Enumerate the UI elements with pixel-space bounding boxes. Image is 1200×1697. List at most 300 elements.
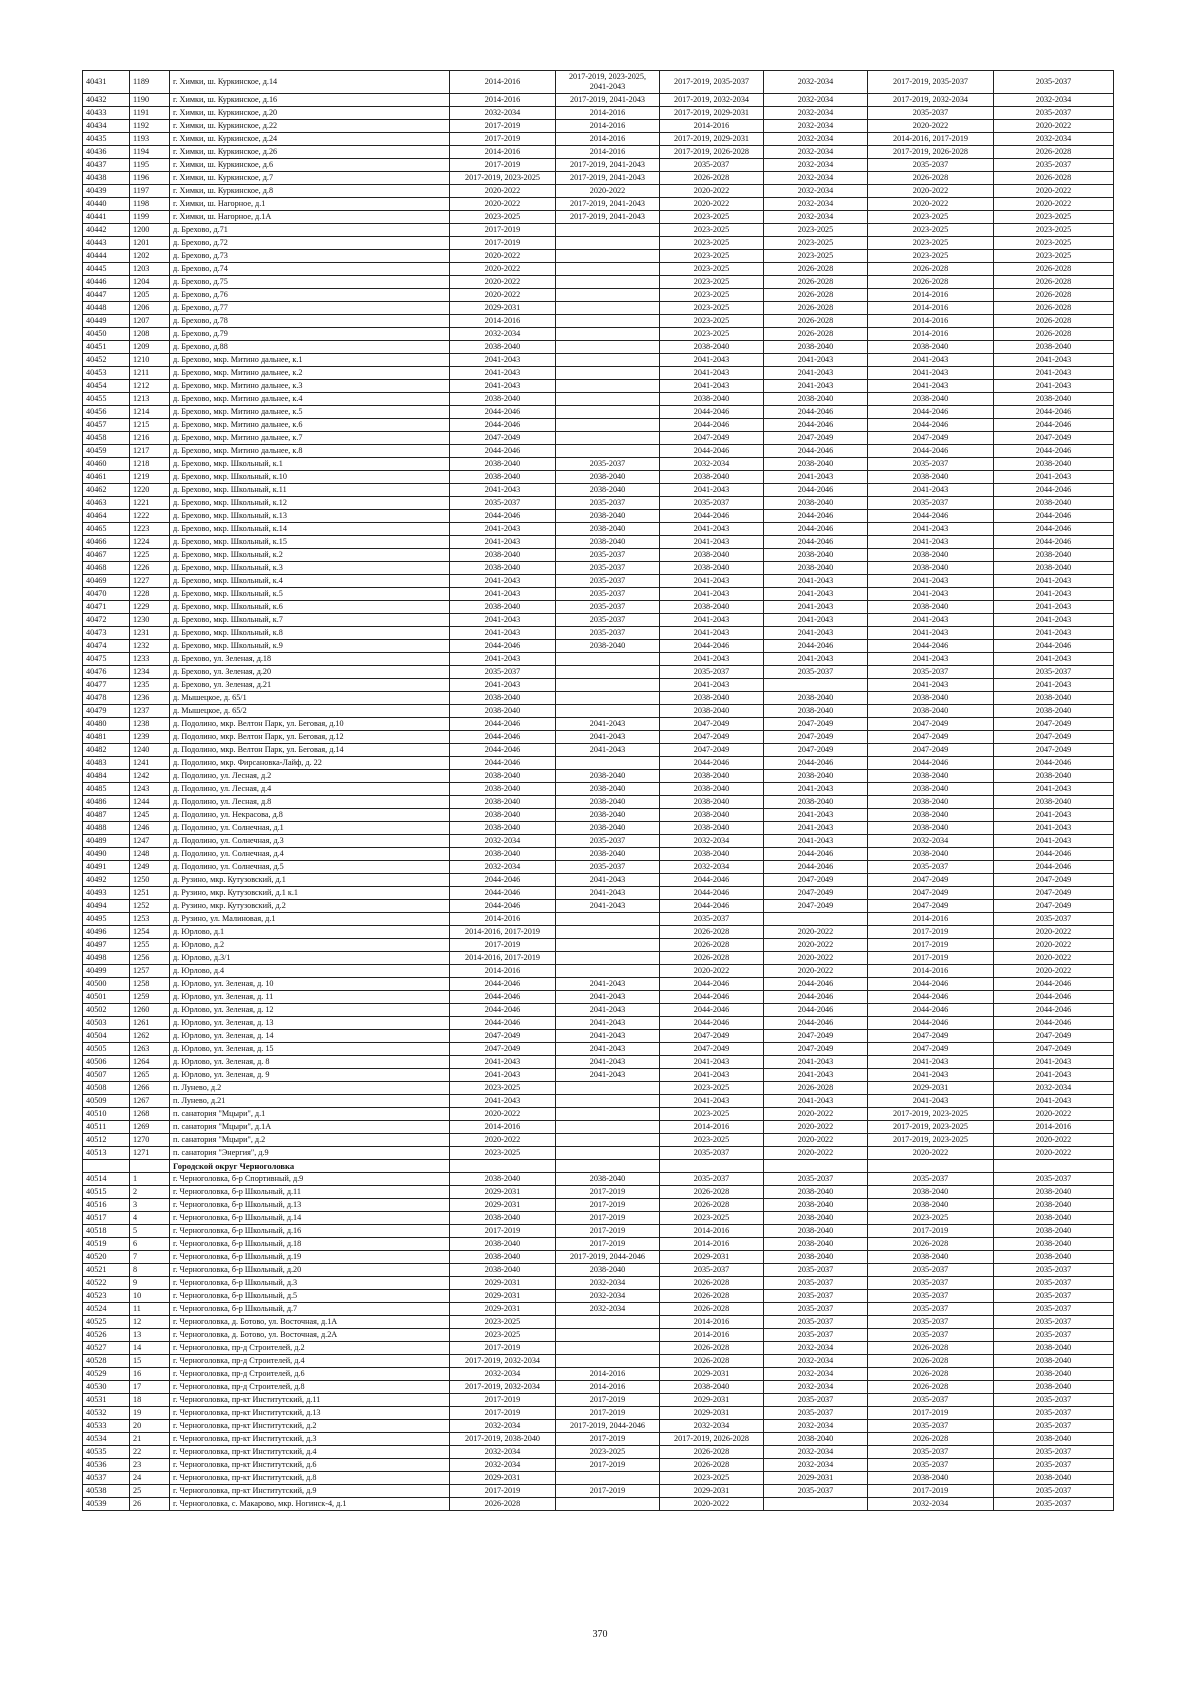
cell-record-id: 40476 [83,666,130,679]
cell-period-6: 2032-2034 [994,133,1114,146]
cell-row-number: 1190 [130,94,170,107]
page-number: 370 [592,1629,608,1640]
cell-period-1: 2038-2040 [450,848,556,861]
cell-period-5 [868,1160,994,1173]
cell-period-4: 2038-2040 [764,705,868,718]
cell-period-6: 2041-2043 [994,614,1114,627]
cell-address: д. Брехово, мкр. Митино дальнее, к.3 [170,380,450,393]
cell-record-id: 40518 [83,1225,130,1238]
cell-period-6: 2041-2043 [994,653,1114,666]
cell-address: д. Подолино, ул. Лесная, д.4 [170,783,450,796]
cell-row-number: 1222 [130,510,170,523]
cell-period-5: 2014-2016 [868,289,994,302]
cell-period-4: 2044-2046 [764,757,868,770]
cell-period-1: 2041-2043 [450,575,556,588]
cell-record-id: 40467 [83,549,130,562]
cell-period-2 [556,263,660,276]
cell-period-2 [556,237,660,250]
cell-row-number: 1270 [130,1134,170,1147]
cell-row-number: 1205 [130,289,170,302]
cell-record-id: 40506 [83,1056,130,1069]
cell-period-5: 2017-2019, 2023-2025 [868,1121,994,1134]
cell-period-6: 2041-2043 [994,588,1114,601]
cell-period-4: 2044-2046 [764,406,868,419]
cell-period-2: 2017-2019 [556,1459,660,1472]
cell-period-3: 2035-2037 [660,1147,764,1160]
cell-period-2: 2041-2043 [556,1056,660,1069]
cell-record-id: 40478 [83,692,130,705]
cell-period-2 [556,432,660,445]
table-row [83,250,1114,263]
cell-address: д. Юрлово, д.2 [170,939,450,952]
cell-period-3: 2020-2022 [660,965,764,978]
cell-period-2 [556,289,660,302]
cell-period-4: 2047-2049 [764,1043,868,1056]
table-row [83,523,1114,536]
cell-period-6: 2041-2043 [994,575,1114,588]
cell-row-number: 1246 [130,822,170,835]
cell-record-id: 40484 [83,770,130,783]
cell-row-number: 1248 [130,848,170,861]
cell-row-number: 1230 [130,614,170,627]
table-row [83,614,1114,627]
cell-period-6: 2038-2040 [994,341,1114,354]
cell-record-id: 40443 [83,237,130,250]
table-row [83,640,1114,653]
cell-row-number: 1193 [130,133,170,146]
table-row [83,627,1114,640]
cell-row-number: 1197 [130,185,170,198]
table-row [83,224,1114,237]
cell-period-1: 2017-2019, 2038-2040 [450,1433,556,1446]
cell-record-id: 40521 [83,1264,130,1277]
cell-period-5: 2026-2028 [868,1238,994,1251]
cell-period-5: 2035-2037 [868,1446,994,1459]
cell-period-2: 2014-2016 [556,1368,660,1381]
cell-period-2 [556,1355,660,1368]
cell-row-number: 1215 [130,419,170,432]
cell-record-id: 40459 [83,445,130,458]
cell-period-5: 2038-2040 [868,809,994,822]
table-row [83,445,1114,458]
cell-period-6: 2047-2049 [994,1030,1114,1043]
cell-period-2: 2038-2040 [556,848,660,861]
cell-period-3: 2041-2043 [660,653,764,666]
cell-period-6: 2038-2040 [994,692,1114,705]
cell-address: д. Брехово, д.72 [170,237,450,250]
cell-period-6: 2026-2028 [994,315,1114,328]
table-row [83,1420,1114,1433]
table-row [83,1173,1114,1186]
cell-period-5: 2038-2040 [868,549,994,562]
cell-address: д. Брехово, мкр. Школьный, к.9 [170,640,450,653]
cell-period-1: 2017-2019, 2023-2025 [450,172,556,185]
cell-period-3: 2029-2031 [660,1407,764,1420]
table-row [83,159,1114,172]
cell-period-4: 2035-2037 [764,1407,868,1420]
cell-period-4: 2032-2034 [764,172,868,185]
cell-period-5: 2041-2043 [868,354,994,367]
cell-period-5: 2017-2019 [868,939,994,952]
cell-period-1: 2029-2031 [450,1199,556,1212]
table-row [83,146,1114,159]
cell-period-5: 2044-2046 [868,445,994,458]
cell-period-2 [556,250,660,263]
table-row [83,211,1114,224]
cell-period-5: 2017-2019 [868,1407,994,1420]
cell-period-3: 2014-2016 [660,1225,764,1238]
cell-period-4: 2032-2034 [764,1446,868,1459]
cell-period-2 [556,1147,660,1160]
cell-period-5: 2035-2037 [868,1316,994,1329]
cell-period-5: 2044-2046 [868,640,994,653]
cell-period-6: 2035-2037 [994,913,1114,926]
cell-period-4: 2020-2022 [764,939,868,952]
table-row [83,1082,1114,1095]
cell-period-1: 2017-2019 [450,159,556,172]
cell-period-6: 2035-2037 [994,1420,1114,1433]
cell-period-5: 2047-2049 [868,1043,994,1056]
cell-row-number: 25 [130,1485,170,1498]
cell-record-id: 40510 [83,1108,130,1121]
cell-period-6: 2026-2028 [994,263,1114,276]
cell-period-2: 2038-2040 [556,471,660,484]
table-row [83,419,1114,432]
cell-address: г. Химки, ш. Нагорное, д.1А [170,211,450,224]
cell-period-1: 2044-2046 [450,406,556,419]
table-row [83,653,1114,666]
cell-period-4: 2032-2034 [764,1342,868,1355]
cell-period-2: 2014-2016 [556,1381,660,1394]
cell-period-6: 2026-2028 [994,146,1114,159]
cell-address: д. Брехово, мкр. Школьный, к.5 [170,588,450,601]
cell-period-5: 2038-2040 [868,796,994,809]
cell-period-4: 2041-2043 [764,822,868,835]
cell-period-6: 2035-2037 [994,1459,1114,1472]
cell-period-1: 2044-2046 [450,744,556,757]
cell-period-5: 2047-2049 [868,887,994,900]
cell-row-number: 1260 [130,1004,170,1017]
cell-period-5: 2047-2049 [868,718,994,731]
cell-row-number: 1195 [130,159,170,172]
cell-row-number: 1225 [130,549,170,562]
cell-period-6: 2020-2022 [994,1134,1114,1147]
cell-period-2: 2038-2040 [556,484,660,497]
cell-period-2 [556,666,660,679]
cell-period-4 [764,913,868,926]
table-row [83,185,1114,198]
cell-address: д. Брехово, мкр. Школьный, к.12 [170,497,450,510]
cell-period-6: 2038-2040 [994,1381,1114,1394]
cell-address: п. санатория "Мцыри", д.1 [170,1108,450,1121]
cell-period-3: 2017-2019, 2026-2028 [660,146,764,159]
cell-period-4: 2032-2034 [764,107,868,120]
cell-period-4: 2038-2040 [764,458,868,471]
cell-period-6: 2038-2040 [994,796,1114,809]
cell-record-id: 40492 [83,874,130,887]
cell-period-1: 2017-2019, 2032-2034 [450,1381,556,1394]
cell-period-6: 2038-2040 [994,1186,1114,1199]
cell-period-2 [556,1329,660,1342]
cell-record-id: 40538 [83,1485,130,1498]
cell-period-5: 2041-2043 [868,679,994,692]
cell-period-5: 2029-2031 [868,1082,994,1095]
table-row [83,705,1114,718]
cell-period-1: 2047-2049 [450,1043,556,1056]
cell-period-6: 2044-2046 [994,445,1114,458]
cell-row-number: 1231 [130,627,170,640]
table-row [83,1368,1114,1381]
table-row [83,562,1114,575]
cell-period-2: 2017-2019 [556,1225,660,1238]
cell-period-2: 2038-2040 [556,510,660,523]
cell-period-6: 2020-2022 [994,965,1114,978]
table-row [83,588,1114,601]
cell-period-1: 2038-2040 [450,692,556,705]
cell-row-number: 1227 [130,575,170,588]
cell-period-3: 2038-2040 [660,1381,764,1394]
cell-record-id: 40451 [83,341,130,354]
cell-period-2 [556,1121,660,1134]
cell-period-6: 2038-2040 [994,1225,1114,1238]
cell-period-1: 2032-2034 [450,1459,556,1472]
cell-period-4: 2041-2043 [764,354,868,367]
cell-address: д. Подолино, мкр. Велтон Парк, ул. Беговая, д.14 [170,744,450,757]
cell-period-2: 2032-2034 [556,1303,660,1316]
cell-record-id: 40504 [83,1030,130,1043]
table-row [83,744,1114,757]
cell-period-2: 2014-2016 [556,120,660,133]
cell-period-5: 2017-2019 [868,1225,994,1238]
cell-row-number: 1267 [130,1095,170,1108]
cell-period-1: 2038-2040 [450,705,556,718]
cell-period-5: 2035-2037 [868,107,994,120]
cell-address: г. Химки, ш. Куркинское, д.14 [170,71,450,94]
cell-period-2 [556,926,660,939]
cell-row-number: 7 [130,1251,170,1264]
cell-period-2: 2041-2043 [556,874,660,887]
cell-period-5: 2041-2043 [868,523,994,536]
cell-row-number: 1239 [130,731,170,744]
cell-period-5: 2038-2040 [868,471,994,484]
cell-address: д. Брехово, мкр. Школьный, к.10 [170,471,450,484]
cell-period-2 [556,952,660,965]
cell-period-2: 2020-2022 [556,185,660,198]
cell-period-4: 2032-2034 [764,159,868,172]
table-row [83,1160,1114,1173]
cell-period-2: 2038-2040 [556,523,660,536]
cell-period-1: 2017-2019 [450,224,556,237]
cell-period-6: 2035-2037 [994,71,1114,94]
cell-period-5: 2047-2049 [868,744,994,757]
cell-period-2 [556,653,660,666]
cell-row-number: 16 [130,1368,170,1381]
cell-address: д. Брехово, д.88 [170,341,450,354]
cell-period-2: 2035-2037 [556,627,660,640]
cell-period-4: 2020-2022 [764,1147,868,1160]
cell-record-id: 40487 [83,809,130,822]
cell-record-id: 40505 [83,1043,130,1056]
cell-address: д. Юрлово, д.1 [170,926,450,939]
cell-row-number: 1224 [130,536,170,549]
cell-period-6: 2035-2037 [994,1264,1114,1277]
cell-period-1: 2038-2040 [450,822,556,835]
cell-period-6: 2038-2040 [994,562,1114,575]
cell-row-number: 1202 [130,250,170,263]
cell-period-1: 2017-2019 [450,1485,556,1498]
cell-period-6: 2044-2046 [994,640,1114,653]
cell-period-6: 2038-2040 [994,458,1114,471]
cell-period-1: 2020-2022 [450,263,556,276]
cell-period-3: 2017-2019, 2026-2028 [660,1433,764,1446]
cell-period-2: 2032-2034 [556,1277,660,1290]
cell-record-id: 40445 [83,263,130,276]
cell-address: д. Брехово, д.74 [170,263,450,276]
cell-record-id: 40479 [83,705,130,718]
table-row [83,510,1114,523]
cell-period-1: 2029-2031 [450,302,556,315]
cell-period-4 [764,1498,868,1511]
cell-address: г. Черноголовка, пр-кт Институтский, д.8 [170,1472,450,1485]
table-row [83,1355,1114,1368]
cell-period-2: 2041-2043 [556,731,660,744]
cell-period-1: 2017-2019 [450,939,556,952]
cell-period-1: 2035-2037 [450,666,556,679]
cell-record-id: 40477 [83,679,130,692]
cell-record-id: 40475 [83,653,130,666]
cell-address: д. Подолино, ул. Солнечная, д.4 [170,848,450,861]
cell-period-3: 2038-2040 [660,809,764,822]
table-row [83,198,1114,211]
cell-period-2: 2041-2043 [556,1069,660,1082]
cell-period-4 [764,1160,868,1173]
cell-period-6: 2035-2037 [994,107,1114,120]
cell-address: д. Брехово, д.75 [170,276,450,289]
cell-address: г. Химки, ш. Куркинское, д.8 [170,185,450,198]
cell-record-id: 40496 [83,926,130,939]
cell-period-2: 2035-2037 [556,549,660,562]
cell-period-3: 2023-2025 [660,211,764,224]
cell-period-2 [556,1108,660,1121]
cell-record-id: 40468 [83,562,130,575]
cell-record-id: 40482 [83,744,130,757]
table-row [83,1095,1114,1108]
cell-period-6: 2044-2046 [994,861,1114,874]
cell-period-2 [556,1472,660,1485]
cell-period-3: 2032-2034 [660,1420,764,1433]
cell-address: д. Брехово, мкр. Школьный, к.3 [170,562,450,575]
cell-period-2 [556,692,660,705]
cell-period-4: 2032-2034 [764,185,868,198]
cell-period-4: 2038-2040 [764,1186,868,1199]
cell-row-number: 1211 [130,367,170,380]
table-row [83,1485,1114,1498]
cell-period-1: 2032-2034 [450,835,556,848]
cell-period-3: 2041-2043 [660,679,764,692]
cell-row-number: 1265 [130,1069,170,1082]
cell-period-5: 2044-2046 [868,1004,994,1017]
cell-record-id: 40449 [83,315,130,328]
cell-period-4: 2038-2040 [764,1251,868,1264]
cell-period-3: 2023-2025 [660,1134,764,1147]
cell-period-1: 2020-2022 [450,289,556,302]
cell-address: г. Черноголовка, б-р Спортивный, д.9 [170,1173,450,1186]
cell-row-number: 1206 [130,302,170,315]
cell-period-5: 2041-2043 [868,588,994,601]
cell-period-3: 2038-2040 [660,562,764,575]
cell-period-6: 2041-2043 [994,1056,1114,1069]
cell-address: г. Химки, ш. Куркинское, д.7 [170,172,450,185]
cell-period-5: 2041-2043 [868,367,994,380]
cell-address: п. Лунево, д.2 [170,1082,450,1095]
table-row [83,432,1114,445]
cell-record-id: 40490 [83,848,130,861]
cell-period-6: 2032-2034 [994,1082,1114,1095]
cell-period-3: 2038-2040 [660,796,764,809]
cell-period-2: 2035-2037 [556,601,660,614]
cell-period-3: 2017-2019, 2035-2037 [660,71,764,94]
cell-period-3: 2041-2043 [660,1069,764,1082]
cell-period-1: 2023-2025 [450,1082,556,1095]
cell-period-4: 2020-2022 [764,965,868,978]
cell-period-2: 2017-2019 [556,1212,660,1225]
cell-period-2: 2017-2019, 2041-2043 [556,159,660,172]
cell-record-id: 40497 [83,939,130,952]
cell-period-2 [556,757,660,770]
cell-period-5: 2014-2016 [868,328,994,341]
cell-address: д. Мышецкое, д. 65/1 [170,692,450,705]
table-row [83,939,1114,952]
cell-record-id: 40471 [83,601,130,614]
cell-period-4: 2035-2037 [764,1264,868,1277]
cell-period-5: 2041-2043 [868,1056,994,1069]
cell-period-2: 2023-2025 [556,1446,660,1459]
cell-period-6: 2041-2043 [994,627,1114,640]
cell-address: д. Брехово, мкр. Митино дальнее, к.8 [170,445,450,458]
cell-period-2: 2035-2037 [556,588,660,601]
cell-row-number: 1268 [130,1108,170,1121]
cell-period-4: 2032-2034 [764,1459,868,1472]
cell-period-1: 2020-2022 [450,276,556,289]
cell-address: г. Черноголовка, пр-кт Институтский, д.11 [170,1394,450,1407]
cell-record-id: 40502 [83,1004,130,1017]
cell-period-4: 2038-2040 [764,1212,868,1225]
cell-period-4: 2044-2046 [764,1017,868,1030]
cell-period-3: 2041-2043 [660,1056,764,1069]
cell-period-1: 2029-2031 [450,1472,556,1485]
cell-period-3: 2041-2043 [660,367,764,380]
cell-address: д. Рузино, ул. Малиновая, д.1 [170,913,450,926]
cell-period-1: 2029-2031 [450,1290,556,1303]
cell-period-5: 2035-2037 [868,159,994,172]
cell-address: г. Черноголовка, с. Макарово, мкр. Ногинск-4, д.1 [170,1498,450,1511]
cell-period-3: 2041-2043 [660,536,764,549]
cell-row-number: 1207 [130,315,170,328]
cell-period-3: 2020-2022 [660,1498,764,1511]
cell-period-1: 2038-2040 [450,341,556,354]
cell-period-3: 2038-2040 [660,341,764,354]
cell-period-4: 2032-2034 [764,1355,868,1368]
cell-period-3: 2029-2031 [660,1368,764,1381]
cell-period-2: 2017-2019 [556,1186,660,1199]
cell-period-2: 2017-2019 [556,1407,660,1420]
cell-period-1: 2032-2034 [450,1420,556,1433]
cell-row-number: 1262 [130,1030,170,1043]
cell-address: д. Юрлово, д.4 [170,965,450,978]
cell-record-id: 40470 [83,588,130,601]
cell-record-id: 40433 [83,107,130,120]
table-row [83,1017,1114,1030]
